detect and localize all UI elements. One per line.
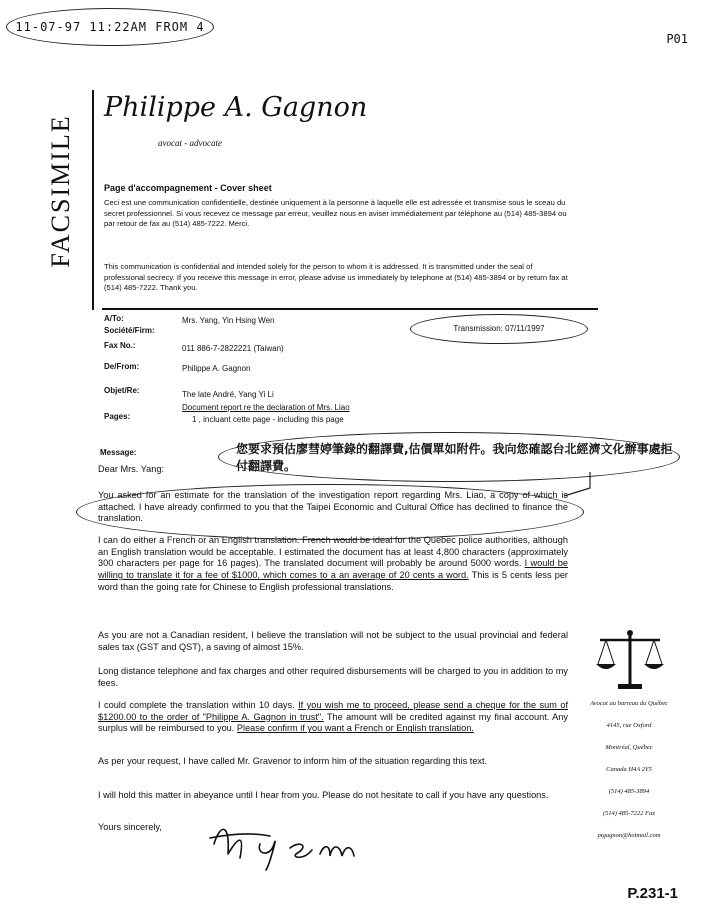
pages-label: Pages:: [104, 412, 131, 421]
to-value: Mrs. Yang, Yin Hsing Wen: [182, 316, 275, 325]
company-label: Société/Firm:: [104, 326, 155, 335]
header-divider: [102, 308, 598, 310]
letter-paragraph-2: [98, 535, 568, 594]
subject-value: The late André, Yang Yi Li: [182, 390, 274, 399]
to-label: A/To:: [104, 314, 124, 323]
subject-label: Objet/Re:: [104, 386, 140, 395]
sidebar-address-1: 4145, rue Oxford: [606, 722, 652, 729]
paragraph-2-part-c: This is 5 cents less per word than the going rate for Chinese to English professional translations.: [98, 570, 568, 592]
letterhead-name: Philippe A. Gagnon: [104, 92, 368, 123]
letterhead-vertical-rule: [92, 90, 94, 310]
paragraph-2-part-a: I can do either a French or an English translation. French would be ideal for the Quebec police authorities, although an English translation would be acceptable. I estimated the document has at least 4,800 characters (approximately 300 characters per page for 16 pages). The translated document will probably be around 5000 words.: [98, 535, 568, 569]
fax-label: Fax No.:: [104, 341, 136, 350]
paragraph-2-fee-underlined: I would be willing to translate it for a fee of $1000, which comes to a an average of 20 cents a word.: [98, 558, 568, 581]
sidebar-phone: (514) 485-3894: [608, 788, 650, 795]
fax-value: 011 886-7-2822221 (Taiwan): [182, 344, 284, 353]
letter-paragraph-3: As you are not a Canadian resident, I believe the translation will not be subject to the usual provincial and federal sales tax (GST and QST), a saving of almost 15%.: [98, 630, 568, 652]
handwritten-signature: [200, 814, 380, 874]
fax-page-number: P01: [666, 32, 688, 46]
sidebar-fax: (514) 485-7222 Fax: [602, 810, 656, 817]
subject-value-line2: Document report re the declaration of Mrs. Liao: [182, 403, 350, 412]
facsimile-vertical-label: [26, 96, 96, 286]
sidebar-email: ptgagnon@hotmail.com: [597, 832, 661, 839]
letter-paragraph-6: As per your request, I have called Mr. Gravenor to inform him of the situation regarding this text.: [98, 756, 488, 766]
from-label: De/From:: [104, 362, 140, 371]
transmission-date: Transmission: 07/11/1997: [410, 314, 588, 344]
exhibit-number: P.231-1: [627, 885, 678, 902]
message-label: Message:: [100, 448, 137, 457]
sidebar-bar-membership: Avocat au barreau du Québec: [590, 700, 668, 707]
letter-paragraph-7: I will hold this matter in abeyance until I hear from you. Please do not hesitate to call if you have any questions.: [98, 790, 549, 800]
paragraph-5-part-a: I could complete the translation within 10 days.: [98, 700, 299, 710]
facsimile-text: FACSIMILE: [46, 114, 75, 268]
confidentiality-notice-en: This communication is confidential and intended solely for the person to whom it is addressed. It is transmitted under the seal of professional secrecy. If you receive this message in error, please advise us immediately by telephone at (514) 485-3894 or by return fax at (514) 485-7222. Thank you.: [104, 262, 568, 292]
scales-of-justice-icon: [594, 628, 666, 692]
letter-paragraph-5: [98, 700, 568, 735]
paragraph-5-part-c: The amount will be credited against my final account. Any surplus will be reimbursed to you.: [98, 711, 568, 734]
letter-paragraph-1: You asked for an estimate for the translation of the investigation report regarding Mrs. Liao, a copy of which is attached. I have already confirmed to you that the Taipei Economic and Cultural Office has declined to finance the translation.: [98, 490, 568, 524]
sidebar-address-3: Canada H4A 2Y5: [606, 766, 652, 773]
from-value: Philippe A. Gagnon: [182, 364, 251, 373]
sidebar-address-2: Montréal, Québec: [605, 744, 653, 751]
letter-paragraph-4: Long distance telephone and fax charges and other required disbursements will be charged to you in addition to my fees.: [98, 666, 568, 688]
cover-sheet-title: Page d'accompagnement - Cover sheet: [104, 183, 272, 193]
letter-closing: Yours sincerely,: [98, 822, 162, 832]
pages-value: 1 , incluant cette page - including this page: [192, 415, 344, 424]
letterhead-subtitle: avocat - advocate: [158, 138, 222, 148]
paragraph-5-cheque-underlined: If you wish me to proceed, please send a cheque for the sum of $1200.00 to the order of "Philippe A. Gagnon in trust".: [98, 700, 569, 722]
paragraph-5-confirm-underlined: Please confirm if you want a French or English translation.: [236, 723, 474, 734]
confidentiality-notice-fr: Ceci est une communication confidentielle, destinée uniquement à la personne à laquelle elle est adressée et transmise sous le sceau du secret professionnel. Si vous recevez ce message par erreur, veuillez nous en aviser immédiatement par téléphone au (514) 485-3894 ou par retour de fax au (514) 485-7222. Merci.: [104, 198, 567, 228]
chinese-handwritten-note: 您要求預估廖彗婷筆錄的翻譯費,估價單如附件。我向您確認台北經濟文化辦事處拒付翻譯費。: [236, 442, 673, 473]
fax-transmission-header: 11-07-97 11:22AM FROM 4: [6, 8, 214, 46]
letter-salutation: Dear Mrs. Yang:: [98, 464, 165, 474]
